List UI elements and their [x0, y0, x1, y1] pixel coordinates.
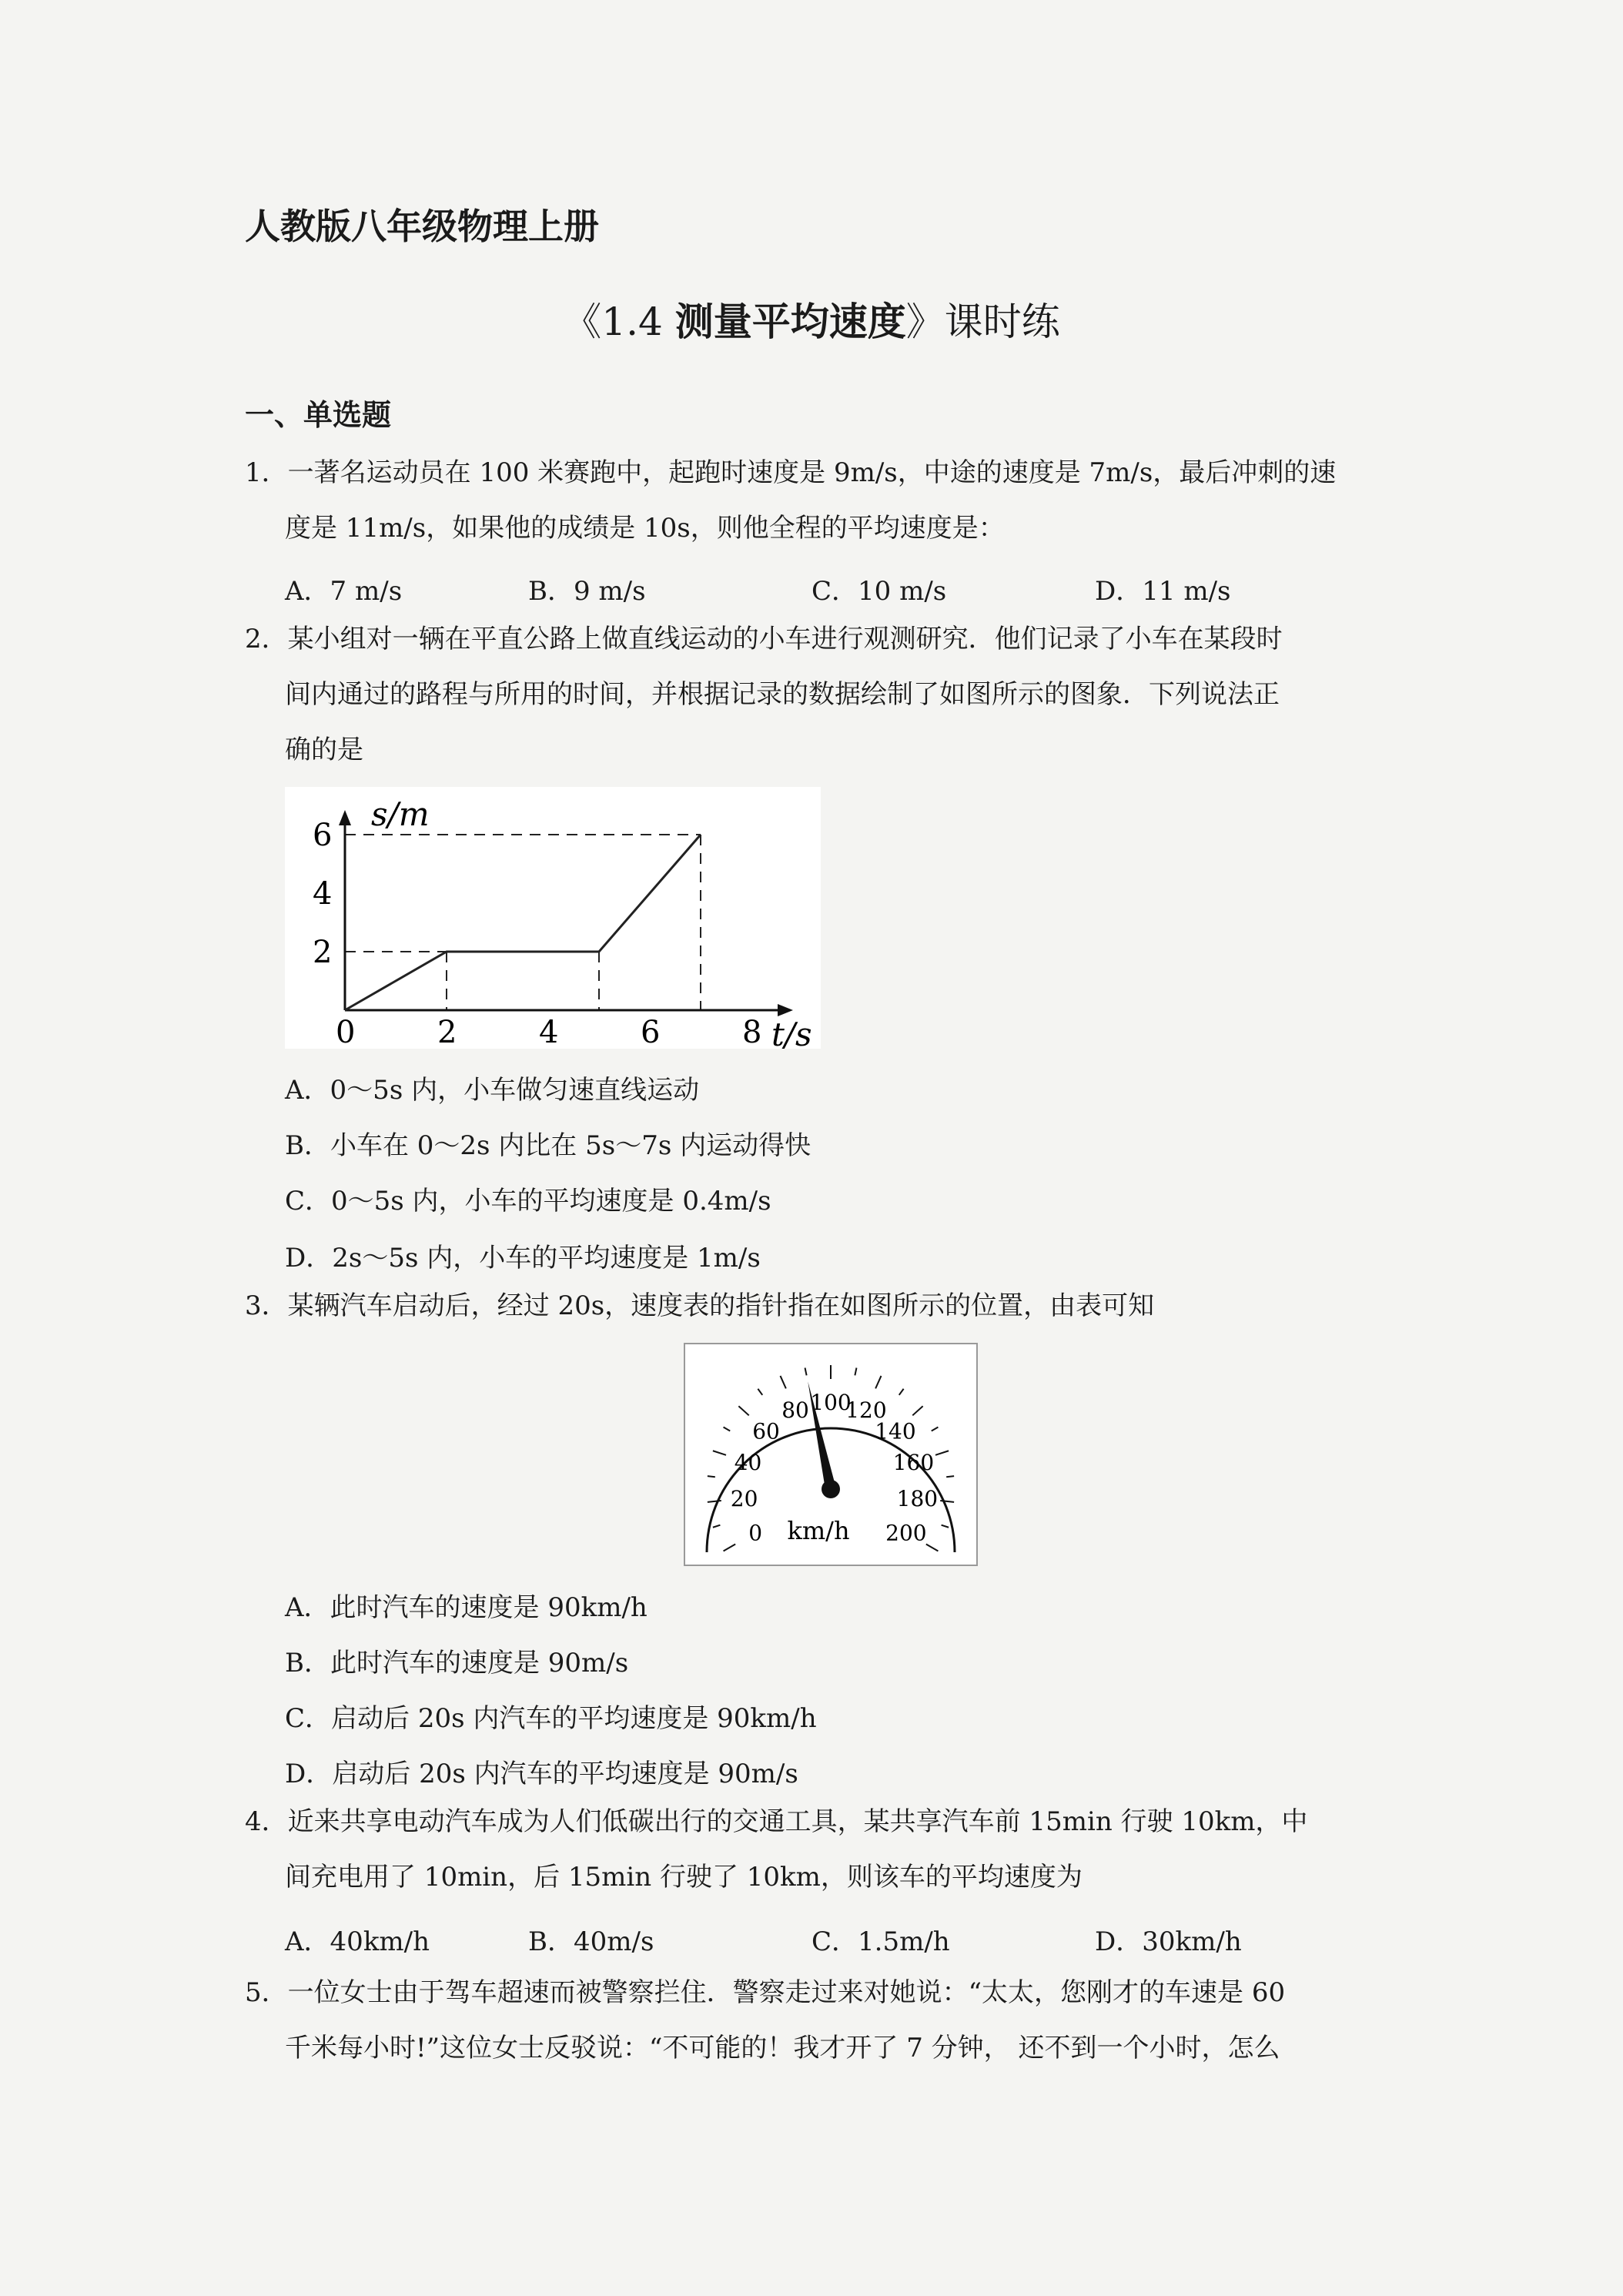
- dial-label: 100: [810, 1390, 852, 1415]
- dial-label: 0: [748, 1520, 763, 1546]
- q2-line2: 间内通过的路程与所用的时间，并根据记录的数据绘制了如图所示的图象．下列说法正: [285, 679, 1280, 710]
- q4-line1: 4．近来共享电动汽车成为人们低碳出行的交通工具，某共享汽车前 15min 行驶 10km，中: [245, 1806, 1308, 1837]
- doc-title: [0, 291, 1623, 346]
- x-tick-label: 0: [336, 1015, 356, 1049]
- dial-label: 140: [875, 1418, 916, 1444]
- y-tick-label: 2: [313, 935, 333, 970]
- title-open: 《: [563, 300, 602, 344]
- q2-option-a: A．0～5s 内，小车做匀速直线运动: [285, 1075, 700, 1106]
- q2-option-c: C．0～5s 内，小车的平均速度是 0.4m/s: [285, 1186, 771, 1217]
- title-close: 》课时练: [905, 300, 1060, 344]
- q4-option-b: B．40m/s: [528, 1926, 654, 1957]
- q3-option-a: A．此时汽车的速度是 90km/h: [285, 1592, 648, 1623]
- q1-option-c: C．10 m/s: [812, 576, 947, 607]
- x-tick-label: 4: [539, 1015, 559, 1049]
- x-tick-label: 6: [641, 1015, 661, 1049]
- q4-option-c: C．1.5m/h: [812, 1926, 950, 1957]
- q4-line2: 间充电用了 10min，后 15min 行驶了 10km，则该车的平均速度为: [285, 1862, 1083, 1893]
- speedometer: [684, 1343, 978, 1566]
- y-tick-label: 6: [313, 818, 333, 853]
- q1-line1: 1．一著名运动员在 100 米赛跑中，起跑时速度是 9m/s，中途的速度是 7m/s，最后冲刺的速: [245, 457, 1337, 488]
- dial-label: 180: [896, 1485, 939, 1511]
- speed-unit: km/h: [787, 1516, 850, 1545]
- q5-line1: 5．一位女士由于驾车超速而被警察拦住．警察走过来对她说：“太太，您刚才的车速是 60: [245, 1977, 1286, 2008]
- q3-option-b: B．此时汽车的速度是 90m/s: [285, 1648, 629, 1678]
- q1-option-b: B．9 m/s: [528, 576, 646, 607]
- q1-line2: 度是 11m/s，如果他的成绩是 10s，则他全程的平均速度是：: [285, 513, 1005, 544]
- q5-line2: 千米每小时!”这位女士反驳说：“不可能的！我才开了 7 分钟， 还不到一个小时，怎么: [285, 2033, 1280, 2063]
- dial-label: 80: [781, 1397, 809, 1423]
- x-tick-label: 8: [742, 1015, 762, 1049]
- title-num: 1.4: [601, 300, 663, 344]
- q1-option-d: D．11 m/s: [1095, 576, 1231, 607]
- dial-label: 120: [845, 1397, 887, 1423]
- dial-tick: [708, 1476, 715, 1477]
- q2-line3: 确的是: [285, 735, 363, 765]
- st-graph: [285, 787, 821, 1049]
- q3-option-d: D．启动后 20s 内汽车的平均速度是 90m/s: [285, 1759, 798, 1789]
- q2-option-d: D．2s～5s 内，小车的平均速度是 1m/s: [285, 1243, 761, 1274]
- dial-label: 60: [752, 1418, 780, 1444]
- q2-line1: 2．某小组对一辆在平直公路上做直线运动的小车进行观测研究．他们记录了小车在某段时: [245, 624, 1283, 654]
- dial-tick: [946, 1476, 954, 1477]
- section-heading: 一、单选题: [245, 398, 392, 432]
- dial-label: 160: [892, 1450, 935, 1476]
- dial-label: 200: [885, 1520, 927, 1546]
- q4-option-a: A．40km/h: [285, 1926, 430, 1957]
- q1-option-a: A．7 m/s: [285, 576, 403, 607]
- y-tick-label: 4: [313, 876, 333, 912]
- x-axis-label: t/s: [771, 1016, 812, 1049]
- dial-label: 40: [734, 1450, 762, 1476]
- q4-option-d: D．30km/h: [1095, 1926, 1242, 1957]
- dial-label: 20: [730, 1485, 758, 1511]
- doc-header: 人教版八年级物理上册: [245, 206, 599, 247]
- q3-option-c: C．启动后 20s 内汽车的平均速度是 90km/h: [285, 1703, 817, 1734]
- q3-line1: 3．某辆汽车启动后，经过 20s，速度表的指针指在如图所示的位置，由表可知: [245, 1290, 1155, 1321]
- q2-option-b: B．小车在 0～2s 内比在 5s～7s 内运动得快: [285, 1130, 812, 1161]
- title-bold: 测量平均速度: [674, 300, 906, 344]
- needle-hub: [822, 1480, 840, 1498]
- x-tick-label: 2: [437, 1015, 457, 1049]
- y-axis-label: s/m: [371, 795, 430, 833]
